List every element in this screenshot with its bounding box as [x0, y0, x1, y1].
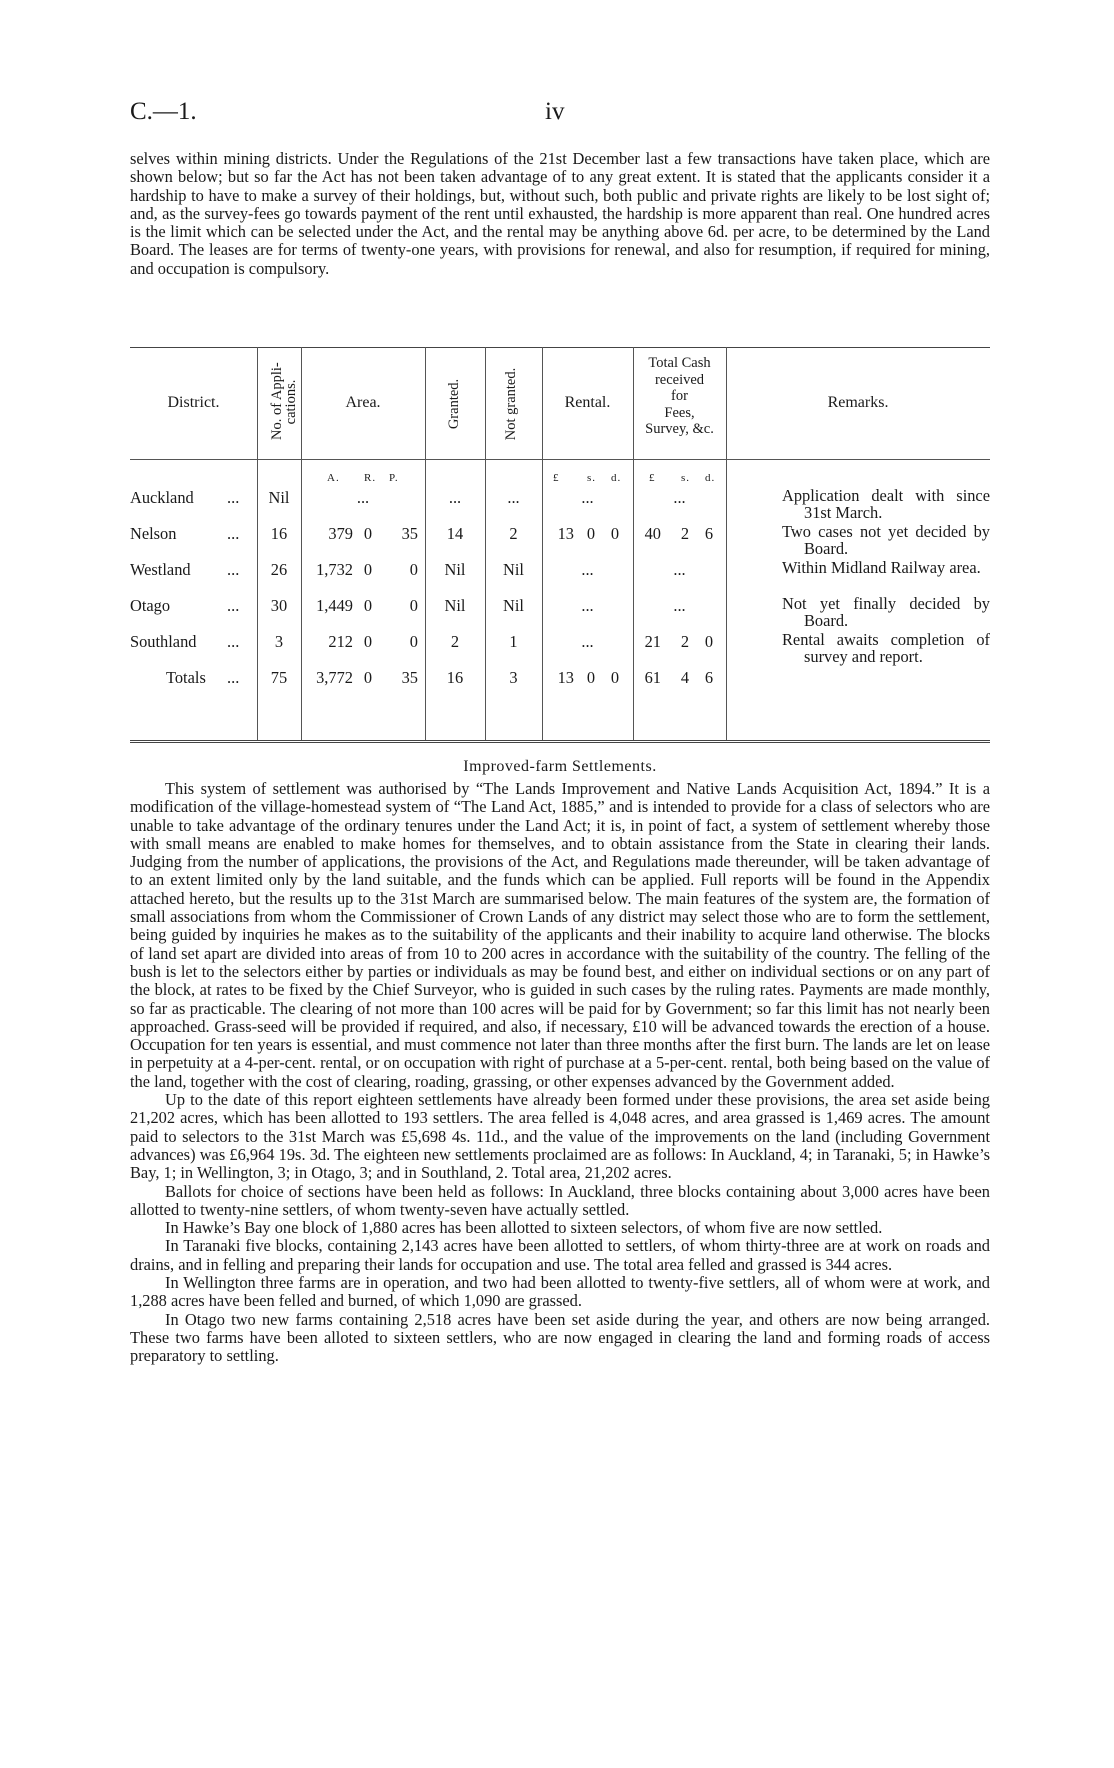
- unit-area-r: R.: [364, 472, 377, 484]
- area-acres: 212: [328, 632, 353, 651]
- cash-pence: 6: [704, 524, 714, 543]
- rental-value: ...: [581, 632, 594, 651]
- applications-value: Nil: [268, 488, 290, 507]
- area-acres: 1,449: [316, 596, 353, 615]
- totals-label: Totals: [166, 668, 206, 687]
- total-area-acres: 3,772: [316, 668, 353, 687]
- total-rental-pounds: 13: [557, 668, 574, 687]
- area-acres: 1,732: [316, 560, 353, 579]
- unit-rental-s: s.: [587, 472, 597, 484]
- leader-dots: ...: [227, 632, 240, 651]
- rental-pence: 0: [610, 524, 620, 543]
- unit-cash-d: d.: [705, 472, 716, 484]
- granted-value: ...: [448, 488, 462, 507]
- remark: Rental awaits completion of survey and report.: [782, 630, 990, 666]
- total-rental-shillings: 0: [586, 668, 596, 687]
- area-roods: 0: [363, 524, 373, 543]
- leader-dots: ...: [227, 488, 240, 507]
- granted-value: 14: [446, 524, 464, 543]
- not-granted-value: ...: [507, 488, 520, 507]
- rental-value: ...: [581, 488, 594, 507]
- total-cash-shillings: 4: [680, 668, 690, 687]
- header-area: Area.: [345, 394, 381, 411]
- paragraph: In Otago two new farms containing 2,518 acres have been set aside during the year, and others are now being arranged. These two farms have been alloted to sixteen settlers, who are now engaged in clearing the land and forming roads of access preparatory to settling.: [130, 1309, 990, 1366]
- paragraph: In Taranaki five blocks, containing 2,143 acres have been allotted to settlers, of whom thirty-three are at work on roads and drains, and in felling and preparing their lands for occupation and use. The total area felled and grassed is 344 acres.: [130, 1236, 990, 1274]
- cash-value: ...: [673, 488, 686, 507]
- cash-value: ...: [673, 560, 686, 579]
- header-district: District.: [167, 394, 220, 411]
- rental-pounds: 13: [557, 524, 574, 543]
- district-name: Otago: [130, 596, 171, 615]
- header-remarks: Remarks.: [827, 394, 889, 411]
- unit-rental-pound: £: [553, 472, 560, 484]
- cash-shillings: 2: [680, 524, 690, 543]
- mining-districts-table: [130, 347, 990, 742]
- total-area-roods: 0: [363, 668, 373, 687]
- area-perches: 0: [409, 632, 418, 651]
- cash-pounds: 40: [644, 524, 661, 543]
- cash-value: ...: [673, 596, 686, 615]
- applications-value: 16: [270, 524, 288, 543]
- paragraph: This system of settlement was authorised by “The Lands Improvement and Native Lands Acquisition Act, 1894.” It is a modification of the village-homestead system of “The Land Act, 1885,” and is intended to provide for a class of selectors who are unable to take advantage of the ordinary tenures under the Land Act; it is, in point of fact, a system of settlement whereby those with small means are enabled to make homes for themselves, and to obtain assistance from the State in clearing their lands. Judging from the number of applications, the provisions of the Act, and Regulations made thereunder, will be taken advantage of to an extent limited only by the land suitable, and the funds which can be applied. Full reports will be found in the Appendix attached hereto, but the results up to the 31st March are summarised below. The main features of the system are, the formation of small associations from whom the Commissioner of Crown Lands of any district may select those who are to form the settlement, being guided by inquiries he makes as to the suitability of the applicants and their inability to acquire land otherwise. The blocks of land set apart are divided into areas of from 10 to 200 acres in accordance with the suitability of the country. The felling of the bush is let to the selectors either by parties or individuals as may be found best, and either on individual sections or on any part of the block, at rates to be fixed by the Chief Surveyor, who is guided in such cases by the ruling rates. Payments are made monthly, so far as practicable. The clearing of not more than 100 acres will be paid for by Government; so far this limit has not nearly been approached. Grass-seed will be provided if required, and also, if necessary, £10 will be advanced towards the erection of a house. Occupation for ten years is essential, and must commence not later than three months after the first burn. The lands are let on lease in perpetuity at a 4-per-cent. rental, or on occupation with right of purchase at a 5-per-cent. rental, both being based on the value of the land, together with the cost of clearing, roading, grassing, or other expenses advanced by the Government added.: [130, 779, 990, 1091]
- district-name: Westland: [130, 560, 191, 579]
- table-header-rule: [130, 459, 990, 460]
- rental-value: ...: [581, 596, 594, 615]
- area-perches: 0: [409, 596, 418, 615]
- unit-area-p: P.: [389, 472, 399, 484]
- cash-shillings: 2: [680, 632, 690, 651]
- body-text: [130, 780, 990, 1366]
- area-acres: 379: [328, 524, 353, 543]
- total-applications: 75: [270, 668, 288, 687]
- granted-value: 2: [450, 632, 460, 651]
- applications-value: 26: [270, 560, 288, 579]
- intro-paragraph: selves within mining districts. Under the Regulations of the 21st December last a few transactions have taken place, which are shown below; but so far the Act has not been taken advantage of to any great extent. It is stated that the applicants consider it a hardship to have to make a survey of their holdings, but, without such, both public and private rights are likely to be lost sight of; and, as the survey-fees go towards payment of the rent until exhausted, the hardship is more apparent than real. One hundred acres is the limit which can be selected under the Act, and the rental may be anything above 6d. per acre, to be determined by the Land Board. The leases are for terms of twenty-one years, with provisions for renewal, and also for resumption, if required for mining, and occupation is compulsory.: [130, 149, 990, 278]
- applications-value: 30: [270, 596, 288, 615]
- rental-value: ...: [581, 560, 594, 579]
- not-granted-value: 1: [509, 632, 518, 651]
- not-granted-value: 2: [509, 524, 518, 543]
- leader-dots: ...: [227, 524, 240, 543]
- cash-pence: 0: [704, 632, 714, 651]
- cash-pounds: 21: [644, 632, 661, 651]
- total-rental-pence: 0: [610, 668, 620, 687]
- area-roods: 0: [363, 596, 373, 615]
- total-granted: 16: [446, 668, 464, 687]
- paragraph: In Wellington three farms are in operation, and two had been allotted to twenty-five settlers, all of whom were at work, and 1,288 acres have been felled and burned, of which 1,090 are grassed.: [130, 1273, 990, 1311]
- remark: Within Midland Railway area.: [782, 558, 981, 577]
- area-roods: 0: [363, 560, 373, 579]
- total-cash-pounds: 61: [644, 668, 661, 687]
- total-area-perches: 35: [401, 668, 418, 687]
- leader-dots: ...: [227, 668, 240, 687]
- page-number: iv: [545, 98, 565, 125]
- header-cash: Total Cash received for Fees, Survey, &c.: [645, 355, 714, 437]
- unit-rental-d: d.: [611, 472, 622, 484]
- area-value: ...: [356, 488, 370, 507]
- remark: Two cases not yet decided by Board.: [782, 522, 990, 558]
- district-name: Nelson: [130, 524, 177, 543]
- remark: Not yet finally decided by Board.: [782, 594, 990, 630]
- not-granted-value: Nil: [503, 560, 524, 579]
- header-granted: Granted.: [446, 378, 462, 430]
- unit-area-a: A.: [327, 472, 340, 484]
- area-roods: 0: [363, 632, 373, 651]
- document-reference: C.—1.: [130, 98, 197, 125]
- applications-value: 3: [274, 632, 284, 651]
- total-not-granted: 3: [509, 668, 518, 687]
- paragraph: In Hawke’s Bay one block of 1,880 acres has been allotted to sixteen selectors, of whom five are now settled.: [165, 1218, 883, 1238]
- header-applications: No. of Appli- cations.: [269, 362, 299, 440]
- area-perches: 35: [401, 524, 418, 543]
- leader-dots: ...: [227, 596, 240, 615]
- area-perches: 0: [409, 560, 418, 579]
- total-cash-pence: 6: [704, 668, 714, 687]
- section-heading: Improved-farm Settlements.: [463, 758, 657, 775]
- district-name: Auckland: [130, 488, 194, 507]
- table-bottom-rule: [130, 740, 990, 743]
- leader-dots: ...: [227, 560, 240, 579]
- table-top-rule: [130, 347, 990, 348]
- granted-value: Nil: [444, 560, 466, 579]
- paragraph: Ballots for choice of sections have been held as follows: In Auckland, three blocks containing about 3,000 acres have been allotted to twenty-nine settlers, of whom twenty-seven have actually settled.: [130, 1181, 990, 1219]
- remark: Application dealt with since 31st March.: [782, 486, 990, 522]
- paragraph: Up to the date of this report eighteen settlements have already been formed under these provisions, the area set aside being 21,202 acres, which has been allotted to 193 settlers. The area felled is 4,048 acres, and area grassed is 1,469 acres. The amount paid to selectors to the 31st March was £5,698 4s. 11d., and the value of the improvements on the land (including Government advances) was £6,964 19s. 3d. The eighteen new settlements proclaimed are as follows: In Auckland, 4; in Taranaki, 5; in Hawke’s Bay, 1; in Wellington, 3; in Otago, 3; and in Southland, 2. Total area, 21,202 acres.: [130, 1090, 990, 1183]
- not-granted-value: Nil: [503, 596, 524, 615]
- header-not-granted: Not granted.: [503, 367, 519, 441]
- unit-cash-s: s.: [681, 472, 691, 484]
- rental-shillings: 0: [586, 524, 596, 543]
- granted-value: Nil: [444, 596, 466, 615]
- unit-cash-pound: £: [649, 472, 656, 484]
- header-rental: Rental.: [564, 394, 611, 411]
- district-name: Southland: [130, 632, 197, 651]
